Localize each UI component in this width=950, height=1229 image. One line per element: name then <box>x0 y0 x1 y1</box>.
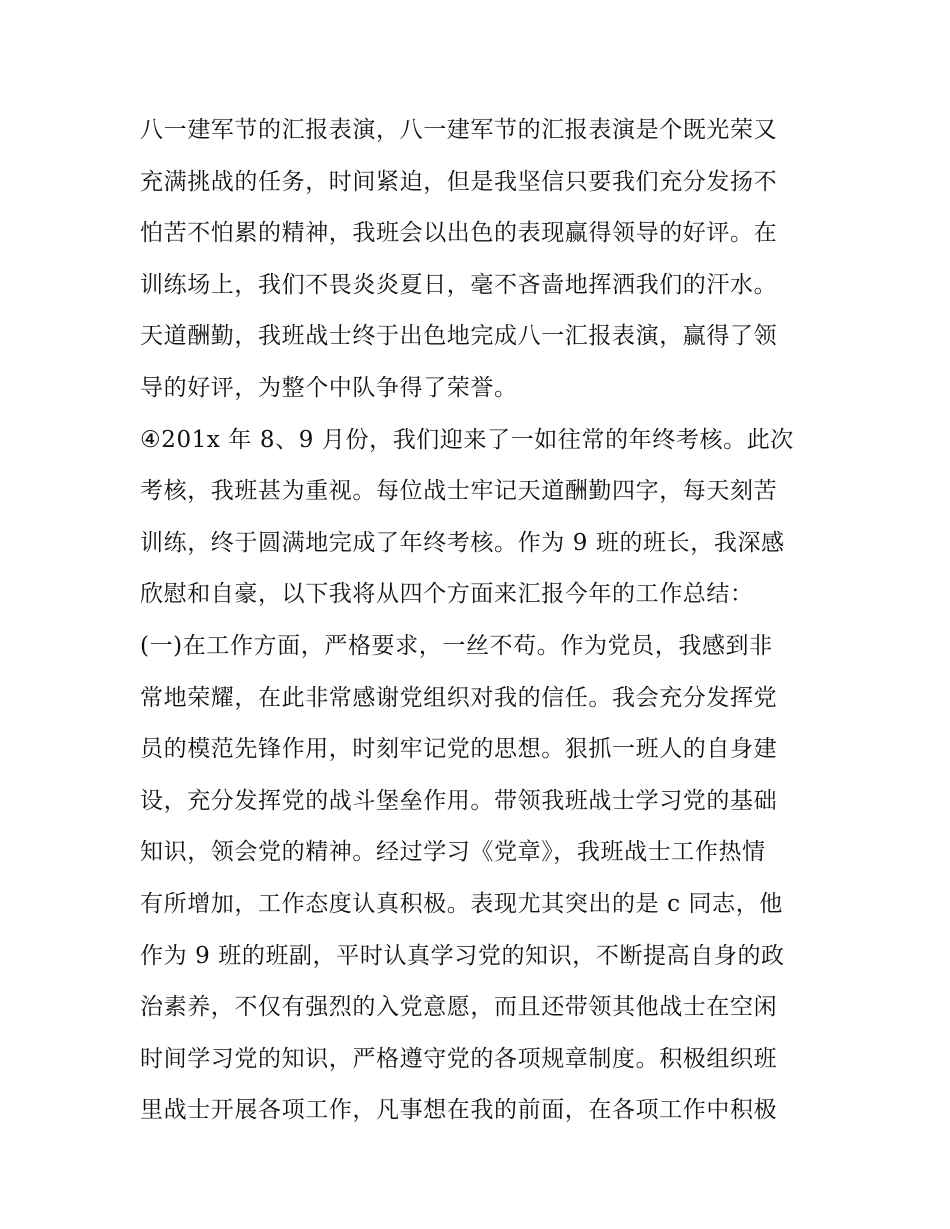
text-line: 训练场上，我们不畏炎炎夏日，毫不吝啬地挥洒我们的汗水。 <box>140 271 778 298</box>
text-line: 知识，领会党的精神。经过学习《党章》，我班战士工作热情 <box>140 839 766 866</box>
text-line: 员的模范先锋作用，时刻牢记党的思想。狠抓一班人的自身建 <box>140 736 778 763</box>
text-line: 里战士开展各项工作，凡事想在我的前面，在各项工作中积极 <box>140 1097 778 1124</box>
text-line: ④201x 年 8、9 月份，我们迎来了一如往常的年终考核。此次 <box>140 426 794 453</box>
text-line: 考核，我班甚为重视。每位战士牢记天道酬勤四字，每天刻苦 <box>140 478 778 505</box>
text-line: 训练，终于圆满地完成了年终考核。作为 9 班的班长，我深感 <box>140 529 785 556</box>
text-line: 天道酬勤，我班战士终于出色地完成八一汇报表演，赢得了领 <box>140 323 778 350</box>
text-line: 充满挑战的任务，时间紧迫，但是我坚信只要我们充分发扬不 <box>140 168 778 195</box>
text-line: 设，充分发挥党的战斗堡垒作用。带领我班战士学习党的基础 <box>140 787 778 814</box>
text-line: 作为 9 班的班副，平时认真学习党的知识，不断提高自身的政 <box>140 942 785 969</box>
text-line: 导的好评，为整个中队争得了荣誉。 <box>140 374 518 401</box>
text-line: 常地荣耀，在此非常感谢党组织对我的信任。我会充分发挥党 <box>140 684 778 711</box>
text-line: 治素养，不仅有强烈的入党意愿，而且还带领其他战士在空闲 <box>140 994 778 1021</box>
text-line: 八一建军节的汇报表演，八一建军节的汇报表演是个既光荣又 <box>140 117 778 143</box>
text-line: 有所增加，工作态度认真积极。表现尤其突出的是 c 同志，他 <box>140 890 783 917</box>
text-line: (一)在工作方面，严格要求，一丝不苟。作为党员，我感到非 <box>140 632 773 659</box>
body-text <box>140 105 820 1137</box>
text-line: 怕苦不怕累的精神，我班会以出色的表现赢得领导的好评。在 <box>140 220 778 247</box>
text-line: 时间学习党的知识，严格遵守党的各项规章制度。积极组织班 <box>140 1045 778 1072</box>
text-line: 欣慰和自豪，以下我将从四个方面来汇报今年的工作总结： <box>140 581 754 608</box>
